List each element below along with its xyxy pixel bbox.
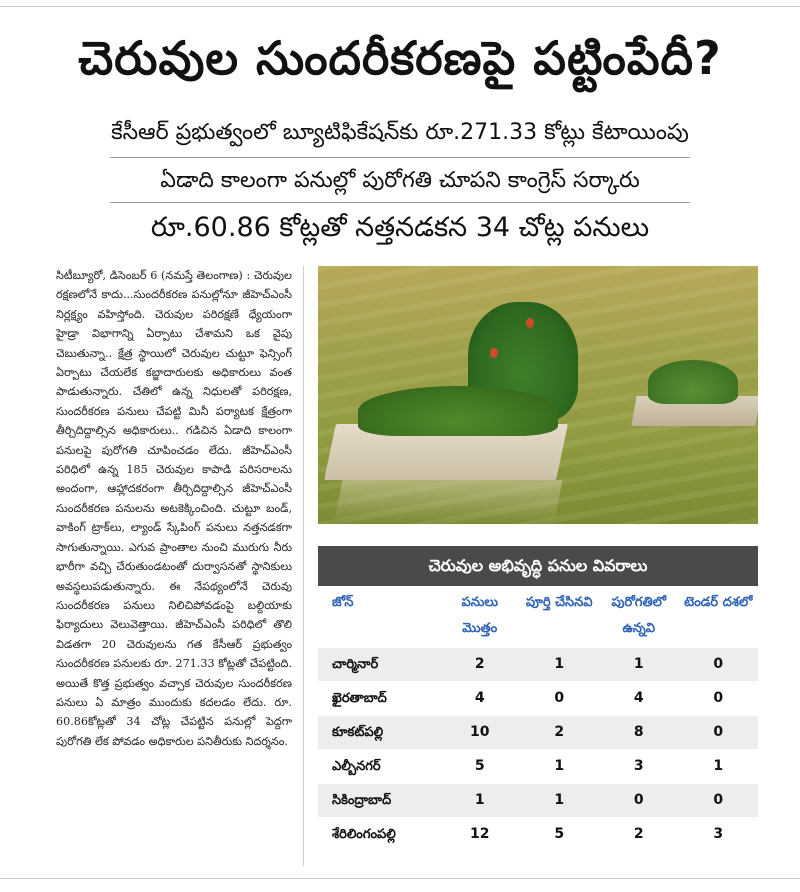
red-flower xyxy=(526,318,534,328)
works-data-table xyxy=(318,586,758,852)
lake-planters-photo xyxy=(318,266,758,524)
table-row xyxy=(318,648,758,682)
total-works-value: 10 xyxy=(440,716,520,750)
deck-line-3: రూ.60.86 కోట్లతో నత్తనడకన 34 చోట్ల పనులు xyxy=(150,212,650,243)
table-row xyxy=(318,716,758,750)
red-flower xyxy=(490,348,498,358)
total-works-value: 5 xyxy=(440,750,520,784)
zone-name: సికింద్రాబాద్ xyxy=(318,784,440,818)
table-row xyxy=(318,750,758,784)
top-border xyxy=(0,6,800,7)
table-title: చెరువుల అభివృద్ధి పనుల వివరాలు xyxy=(318,546,758,586)
large-planter-grass xyxy=(358,386,558,436)
zone-name: శేరిలింగంపల్లి xyxy=(318,818,440,852)
total-works-value: 1 xyxy=(440,784,520,818)
in-progress-value: 0 xyxy=(599,784,679,818)
small-planter-grass xyxy=(648,360,738,404)
header-tender-stage: టెండర్ దశలో xyxy=(679,586,759,648)
table-row xyxy=(318,784,758,818)
headline: చెరువుల సుందరీకరణపై పట్టింపేదీ? xyxy=(78,31,722,85)
completed-value: 2 xyxy=(520,716,600,750)
tender-stage-value: 3 xyxy=(679,818,759,852)
in-progress-value: 2 xyxy=(599,818,679,852)
lake-works-table xyxy=(318,546,758,852)
table-row xyxy=(318,818,758,852)
deck-divider-2 xyxy=(110,202,690,203)
completed-value: 1 xyxy=(520,648,600,682)
completed-value: 1 xyxy=(520,784,600,818)
tender-stage-value: 0 xyxy=(679,682,759,716)
header-in-progress: పురోగతిలో ఉన్నవి xyxy=(599,586,679,648)
bottom-border xyxy=(0,878,800,879)
tender-stage-value: 0 xyxy=(679,648,759,682)
in-progress-value: 8 xyxy=(599,716,679,750)
deck-divider-1 xyxy=(110,157,690,158)
header-zone: జోన్ xyxy=(318,586,440,648)
zone-name: ఎల్బీనగర్ xyxy=(318,750,440,784)
header-total-works: పనులు మొత్తం xyxy=(440,586,520,648)
total-works-value: 12 xyxy=(440,818,520,852)
zone-name: చార్మినార్ xyxy=(318,648,440,682)
table-row xyxy=(318,682,758,716)
total-works-value: 2 xyxy=(440,648,520,682)
header-completed: పూర్తి చేసినవి xyxy=(520,586,600,648)
completed-value: 0 xyxy=(520,682,600,716)
article-body: సిటీబ్యూరో, డిసెంబర్ 6 (నమస్తే తెలంగాణ) : చెరువుల రక్షణలోనే కాదు...సుందరీకరణ పనుల్లోనూ జీహెచ్‌ఎంసీ నిర్లక్ష్యం వహిస్తోంది. చెరువుల పరిరక్షణే ధ్యేయంగా హైడ్రా విభాగాన్ని ఏర్పాటు చేశామని ఒక వైపు చెబుతున్నా.. క్షేత్ర స్థాయిలో చెరువుల చుట్టూ ఫెన్సింగ్ ఏర్పాటు చేయలేక కబ్జాదారులకు అధికారులు వంత పాడుతున్నారు. చేతిలో ఉన్న నిధులతో పరిరక్షణ, సుందరీకరణ పనులు చేపట్టి మినీ పర్యాటక క్షేత్రంగా తీర్చిదిద్దాల్సిన అధికారులు.. గడిచిన ఏడాది కాలంగా పనులపై పురోగతి చూపించడం లేదు. జీహెచ్‌ఎంసీ పరిధిలో ఉన్న 185 చెరువుల కాపాడి పరిసరాలను అందంగా, ఆహ్లాదకరంగా తీర్చిదిద్దాల్సిన జీహెచ్‌ఎంసీ సుందరీకరణ పనులను అటకెక్కించింది. చుట్టూ బండ్, వాకింగ్ ట్రాక్‌లు, ల్యాండ్ స్కేపింగ్ పనులు నత్తనడకగా సాగుతున్నాయి. ఎగువ ప్రాంతాల నుంచి మురుగు నీరు భారీగా వచ్చి చేరుతుండటంతో దుర్వాసనతో స్థానికులు అవస్థలుపడుతున్నారు. ఈ నేపథ్యంలోనే చెరువు సుందరీకరణ పనులు నిలిచిపోవడంపై బల్దియాకు ఫిర్యాదులు వెలువెత్తాయి. జీహెచ్‌ఎంసీ పరిధిలో తొలి విడతగా 20 చెరువులను గత కేసీఆర్ ప్రభుత్వం సుందరీకరణ పనులకు రూ. 271.33 కోట్లతో చేపట్టింది. అయితే కొత్త ప్రభుత్వం వచ్చాక చెరువుల సుందరీకరణ పనులు ఏ మాత్రం ముందుకు కదలడం లేదు. రూ. 60.86కోట్లతో 34 చోట్ల చేపట్టిన పనుల్లో పెద్దగా పురోగతి లేక పోవడం అధికారుల పనితీరుకు నిదర్శనం. xyxy=(56,269,292,748)
zone-name: కూకట్‌పల్లి xyxy=(318,716,440,750)
total-works-value: 4 xyxy=(440,682,520,716)
table-header-row xyxy=(318,586,758,648)
deck-line-2: ఏడాది కాలంగా పనుల్లో పురోగతి చూపని కాంగ్రెస్ సర్కారు xyxy=(160,168,640,193)
tender-stage-value: 0 xyxy=(679,784,759,818)
tender-stage-value: 1 xyxy=(679,750,759,784)
column-divider xyxy=(303,266,304,866)
in-progress-value: 4 xyxy=(599,682,679,716)
planter-reflection xyxy=(333,480,562,524)
zone-name: ఖైరతాబాద్ xyxy=(318,682,440,716)
completed-value: 1 xyxy=(520,750,600,784)
completed-value: 5 xyxy=(520,818,600,852)
tender-stage-value: 0 xyxy=(679,716,759,750)
in-progress-value: 1 xyxy=(599,648,679,682)
in-progress-value: 3 xyxy=(599,750,679,784)
deck-line-1: కేసీఆర్ ప్రభుత్వంలో బ్యూటిఫికేషన్‌కు రూ.271.33 కోట్లు కేటాయింపు xyxy=(111,120,689,145)
